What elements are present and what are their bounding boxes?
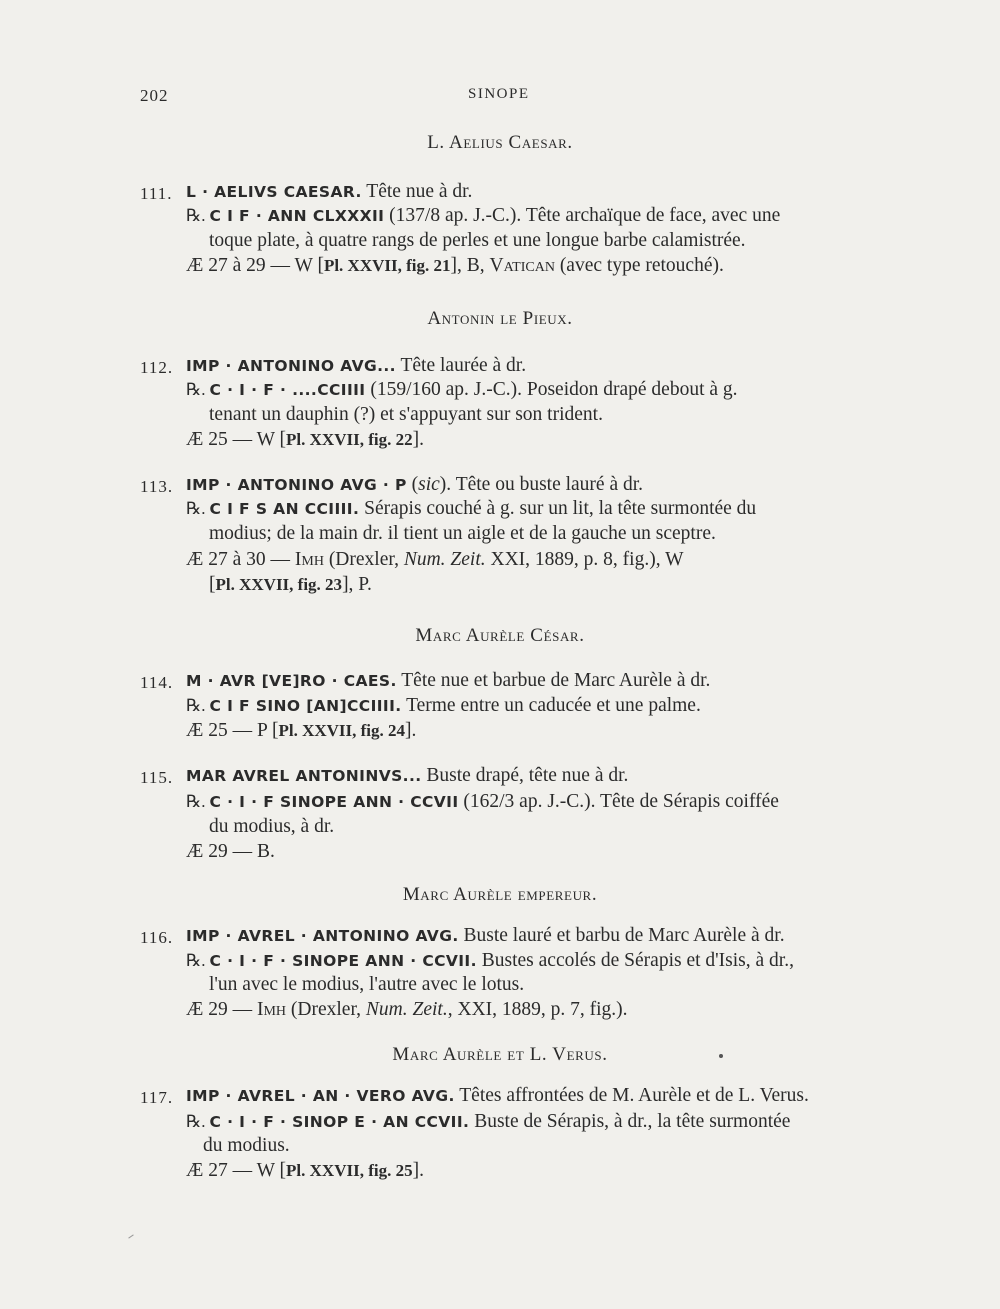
reverse-line: ℞. C I F · ANN CLXXXII (137/8 ap. J.-C.). Tête archaïque de face, avec une (186, 205, 781, 226)
running-head: SINOPE (468, 86, 530, 102)
entry-number: 117. (140, 1088, 174, 1107)
entry-number: 116. (140, 928, 174, 947)
section-heading-antonin: Antonin le Pieux. (427, 308, 573, 329)
obverse-line: L · AELIVS CAESAR. Tête nue à dr. (186, 181, 473, 202)
plate-reference: Pl. XXVII, fig. 21 (323, 256, 451, 275)
reverse-line: ℞. C · I · F · SINOPE ANN · CCVII. Bustes accolés de Sérapis et d'Isis, à dr., (186, 950, 794, 971)
section-heading-marc-aurele-verus: Marc Aurèle et L. Verus. (392, 1044, 608, 1065)
obverse-line: IMP · AVREL · ANTONINO AVG. Buste lauré et barbu de Marc Aurèle à dr. (186, 925, 785, 946)
reference-line: Æ 27 à 29 — W [Pl. XXVII, fig. 21], B, Vatican (avec type retouché). (186, 255, 724, 276)
reference-line: Æ 27 à 30 — Imh (Drexler, Num. Zeit. XXI, 1889, p. 8, fig.), W (186, 549, 684, 570)
description-line: modius; de la main dr. il tient un aigle et de la gauche un sceptre. (209, 523, 716, 544)
coin-legend: C · I · F SINOPE ANN · CCVII (209, 793, 459, 811)
description-line: l'un avec le modius, l'autre avec le lotus. (209, 974, 525, 995)
reference-line-cont: [Pl. XXVII, fig. 23], P. (209, 574, 372, 595)
section-heading-aelius: L. Aelius Caesar. (427, 132, 573, 153)
reverse-line: ℞. C I F SINO [AN]CCIIII. Terme entre un caducée et une palme. (186, 695, 701, 716)
description-line: du modius, à dr. (209, 816, 335, 837)
reference-line: Æ 29 — B. (186, 841, 275, 862)
coin-legend: IMP · ANTONINO AVG · P (186, 476, 407, 494)
entry-number: 115. (140, 768, 174, 787)
plate-reference: Pl. XXVII, fig. 25 (286, 1161, 413, 1180)
coin-legend: C · I · F · SINOPE ANN · CCVII. (209, 952, 477, 970)
coin-legend: L · AELIVS CAESAR. (186, 183, 362, 201)
reverse-line: ℞. C · I · F · ....CCIIII (159/160 ap. J.-C.). Poseidon drapé debout à g. (186, 379, 738, 400)
coin-legend: M · AVR [VE]RO · CAES. (186, 672, 397, 690)
coin-legend: C I F S AN CCIIII. (209, 500, 360, 518)
entry-number: 111. (140, 184, 173, 203)
page-number: 202 (140, 86, 169, 105)
reference-line: Æ 25 — W [Pl. XXVII, fig. 22]. (186, 429, 424, 450)
section-heading-marc-aurele-empereur: Marc Aurèle empereur. (402, 884, 598, 905)
recipe-symbol: ℞. (186, 206, 206, 225)
coin-legend: IMP · AVREL · AN · VERO AVG. (186, 1087, 455, 1105)
reverse-line: ℞. C · I · F SINOPE ANN · CCVII (162/3 ap. J.-C.). Tête de Sérapis coiffée (186, 791, 779, 812)
recipe-symbol: ℞. (186, 380, 206, 399)
coin-legend: C I F SINO [AN]CCIIII. (209, 697, 402, 715)
plate-reference: Pl. XXVII, fig. 22 (286, 430, 413, 449)
entry-number: 114. (140, 673, 174, 692)
obverse-line: IMP · ANTONINO AVG... Tête laurée à dr. (186, 355, 527, 376)
coin-legend: C · I · F · ....CCIIII (209, 381, 366, 399)
paper-speck (128, 1234, 133, 1238)
coin-legend: MAR AVREL ANTONINVS... (186, 767, 422, 785)
coin-legend: C I F · ANN CLXXXII (209, 207, 385, 225)
recipe-symbol: ℞. (186, 499, 206, 518)
coin-legend: IMP · AVREL · ANTONINO AVG. (186, 927, 459, 945)
recipe-symbol: ℞. (186, 696, 206, 715)
coin-legend: IMP · ANTONINO AVG... (186, 357, 396, 375)
ink-speck (719, 1054, 723, 1058)
obverse-line: IMP · ANTONINO AVG · P (sic). Tête ou buste lauré à dr. (186, 474, 644, 495)
reference-line: Æ 25 — P [Pl. XXVII, fig. 24]. (186, 720, 417, 741)
obverse-line: M · AVR [VE]RO · CAES. Tête nue et barbue de Marc Aurèle à dr. (186, 670, 711, 691)
reverse-line: ℞. C I F S AN CCIIII. Sérapis couché à g. sur un lit, la tête surmontée du (186, 498, 757, 519)
description-line: tenant un dauphin (?) et s'appuyant sur son trident. (209, 404, 603, 425)
reference-line: Æ 29 — Imh (Drexler, Num. Zeit., XXI, 1889, p. 7, fig.). (186, 999, 628, 1020)
section-heading-marc-aurele-cesar: Marc Aurèle César. (415, 625, 585, 646)
coin-legend: C · I · F · SINOP E · AN CCVII. (209, 1113, 470, 1131)
recipe-symbol: ℞. (186, 951, 206, 970)
reference-line: Æ 27 — W [Pl. XXVII, fig. 25]. (186, 1160, 424, 1181)
obverse-line: MAR AVREL ANTONINVS... Buste drapé, tête nue à dr. (186, 765, 629, 786)
plate-reference: Pl. XXVII, fig. 24 (278, 721, 406, 740)
description-line: toque plate, à quatre rangs de perles et une longue barbe calamistrée. (209, 230, 746, 251)
description-line: du modius. (203, 1135, 290, 1156)
obverse-line: IMP · AVREL · AN · VERO AVG. Têtes affrontées de M. Aurèle et de L. Verus. (186, 1085, 809, 1106)
reverse-line: ℞. C · I · F · SINOP E · AN CCVII. Buste de Sérapis, à dr., la tête surmontée (186, 1111, 791, 1132)
plate-reference: Pl. XXVII, fig. 23 (215, 575, 343, 594)
recipe-symbol: ℞. (186, 1112, 206, 1131)
recipe-symbol: ℞. (186, 792, 206, 811)
entry-number: 113. (140, 477, 174, 496)
entry-number: 112. (140, 358, 174, 377)
